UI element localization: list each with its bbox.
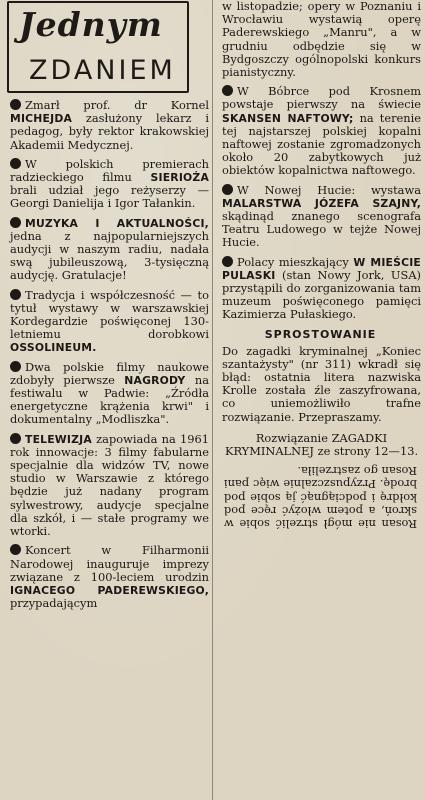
right-column: [218, 0, 423, 530]
news-item: [218, 85, 423, 177]
news-bold: W MIEŚCIE PULASKI: [222, 255, 421, 282]
news-bold: MUZYKA I AKTUALNOŚCI,: [25, 216, 209, 230]
news-lead: Zmarł prof. dr Kornel: [25, 98, 209, 112]
news-tail: na festiwalu w Padwie: „Źródła energetyczne krążenia krwi" i dokumentalny „Modliszka".: [10, 372, 209, 427]
header-caps-title: ZDANIEM: [29, 55, 176, 86]
news-tail: skądinąd znanego scenografa Teatru Ludowego w tejże Nowej Hucie.: [222, 209, 421, 250]
news-lead: Koncert w Filharmonii Narodowej inauguruje imprezy związane z 100-leciem urodzin: [10, 543, 209, 584]
news-lead: W Bóbrce pod Krosnem powstaje pierwszy na świecie: [222, 84, 421, 112]
bullet-dot-icon: [222, 85, 233, 96]
news-bold: SIERIOŻA: [150, 171, 209, 185]
bullet-dot-icon: [10, 433, 21, 444]
bullet-dot-icon: [222, 256, 233, 267]
solution-upside-down: Rosan nie mógł strzelić sobie w skroń, a potem włożyć ręce pod kołdrę i podciągnąć ją sobie pod brodę. Przypuszczalnie więc pani Rosan go zastrzeliła.: [224, 464, 417, 532]
section-header: [7, 1, 189, 93]
news-tail: przypadającym: [10, 596, 98, 611]
header-script-title: Jednym: [19, 5, 163, 44]
news-bold: MICHEJDA: [10, 112, 73, 126]
solution-text: Rozwiązanie ZAGADKI KRYMINALNEJ ze strony 12—13.: [224, 430, 419, 459]
news-lead: Polacy mieszkający: [237, 254, 354, 269]
news-item: [6, 433, 211, 539]
news-item: [218, 256, 423, 322]
left-column: [6, 0, 211, 616]
bullet-dot-icon: [10, 217, 21, 228]
news-item: [6, 544, 211, 610]
correction-text: Do zagadki kryminalnej „Koniec szantażysty" (nr 311) wkradł się błąd: ostatnia litera nazwiska Krolle została źle zaszyfrowana, co uniemożliwiło trafne rozwiązanie. Przepraszamy.: [222, 343, 421, 424]
news-tail: zapowiada na 1961 rok innowacje: 3 filmy fabularne specjalnie dla widzów TV, nowe studio w Warszawie z którego będzie już nadany program sylwestrowy, audycje specjalne dla szkół, i — stałe programy we wtorki.: [10, 431, 209, 539]
bullet-dot-icon: [10, 544, 21, 555]
news-tail: jedna z najpopularniejszych audycji w naszym radiu, nadała swą jubileuszową, 3-tysięczną audycję. Gratulacje!: [10, 228, 209, 283]
news-lead: Tradycja i współczesność — to tytuł wystawy w warszawskiej Kordegardzie poświęconej 130-letniemu dorobkowi: [10, 287, 209, 342]
news-item: [6, 289, 211, 355]
bullet-dot-icon: [10, 158, 21, 169]
news-bold: TELEWIZJA: [25, 432, 92, 446]
news-item: [6, 361, 211, 427]
news-bold: SKANSEN NAFTOWY;: [222, 111, 354, 125]
bullet-dot-icon: [222, 184, 233, 195]
bullet-dot-icon: [10, 99, 21, 110]
news-bold: IGNACEGO PADEREWSKIEGO,: [10, 583, 209, 597]
column-rule: [212, 0, 213, 800]
news-tail: (stan Nowy Jork, USA) przystąpili do zorganizowania tam muzeum poświęconego pamięci Kazimierza Pułaskiego.: [222, 267, 421, 322]
news-tail: brali udział jego reżyserzy — Georgi Danielija i Igor Tałankin.: [10, 183, 209, 211]
news-text: w listopadzie; opery w Poznaniu i Wrocławiu wystawią operę Paderewskiego „Manru", a w grudniu odbędzie się w Bydgoszczy ogólnopolski konkurs pianistyczny.: [222, 0, 421, 80]
news-item: [6, 158, 211, 211]
news-bold: OSSOLINEUM.: [10, 341, 97, 355]
news-item: [6, 99, 211, 152]
news-item: [6, 217, 211, 283]
left-news-list: [6, 99, 211, 610]
bullet-dot-icon: [10, 361, 21, 372]
news-lead: W polskich premierach radzieckiego filmu: [10, 156, 209, 185]
bullet-dot-icon: [10, 289, 21, 300]
correction-heading: SPROSTOWANIE: [264, 327, 377, 341]
news-tail: zasłużony lekarz i pedagog, były rektor krakowskiej Akademii Medycznej.: [10, 111, 209, 152]
news-lead: Dwa polskie filmy naukowe zdobyły pierwsze: [10, 359, 209, 387]
news-tail: na terenie tej najstarszej polskiej kopalni naftowej zostanie zgromadzonych około 20 zabytkowych już obiektów kopalnictwa naftowego.: [222, 110, 421, 178]
news-lead: W Nowej Hucie: wystawa: [237, 182, 421, 197]
news-bold: MALARSTWA JÓZEFA SZAJNY,: [222, 196, 421, 210]
news-item: [218, 184, 423, 250]
right-news-list: [218, 0, 423, 322]
news-bold: NAGRODY: [124, 373, 186, 387]
news-item: [218, 0, 423, 79]
